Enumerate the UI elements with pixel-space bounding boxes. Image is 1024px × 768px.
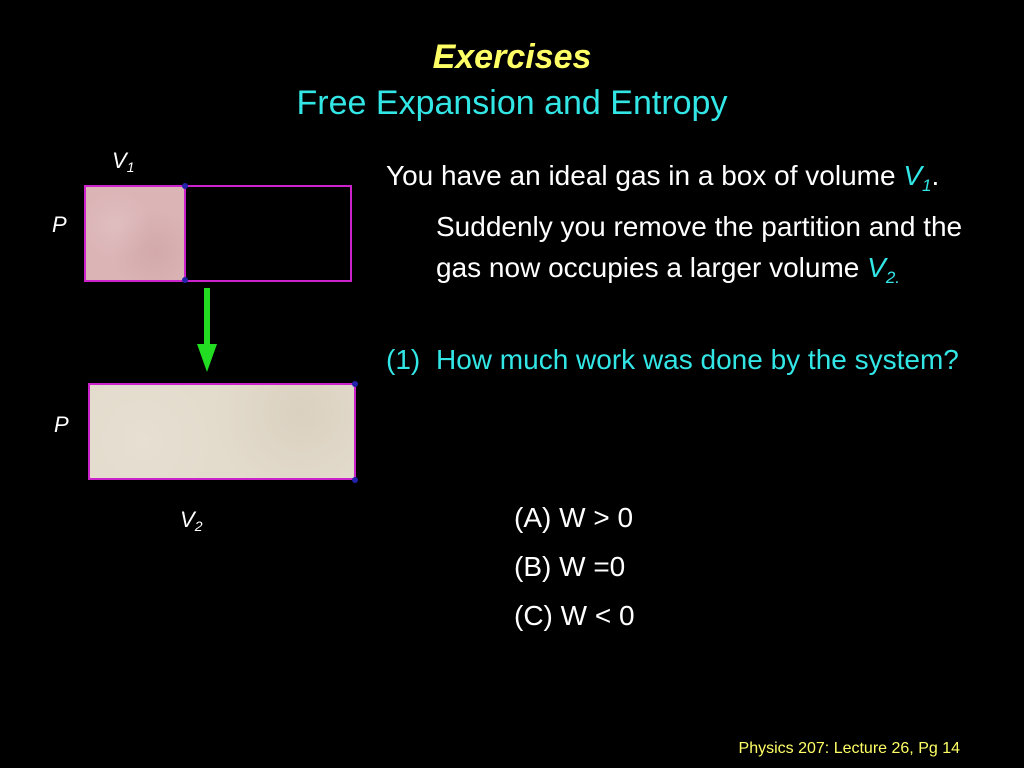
slide-title: Exercises — [432, 38, 592, 76]
v2-label: $V_2$ — [180, 507, 203, 534]
down-arrow-icon — [195, 288, 219, 374]
corner-top-dot — [352, 381, 358, 387]
question-number: (1) — [386, 344, 421, 375]
choice-c: (C) W < 0 — [514, 600, 635, 631]
gas-region-initial — [86, 187, 185, 280]
partition-top-dot — [182, 183, 188, 189]
pressure-label-bottom: P — [54, 412, 69, 437]
slide-footer: Physics 207: Lecture 26, Pg 14 — [738, 740, 960, 757]
question-1 — [386, 339, 986, 381]
question-text: How much work was done by the system? — [436, 344, 959, 375]
partition — [184, 187, 186, 280]
partition-bottom-dot — [182, 277, 188, 283]
pressure-label-top: P — [52, 212, 67, 237]
final-container — [88, 383, 356, 480]
problem-statement: You have an ideal gas in a box of volume $V_1$. Suddenly you remove the partition and the gas now occupies a larger volume $V_{2.}$ — [386, 160, 963, 287]
v1-label: $V_1$ — [112, 148, 135, 175]
slide-subtitle: Free Expansion and Entropy — [296, 84, 728, 122]
choice-a: (A) W > 0 — [514, 502, 634, 533]
corner-bottom-dot — [352, 477, 358, 483]
choice-b: (B) W =0 — [514, 551, 626, 582]
